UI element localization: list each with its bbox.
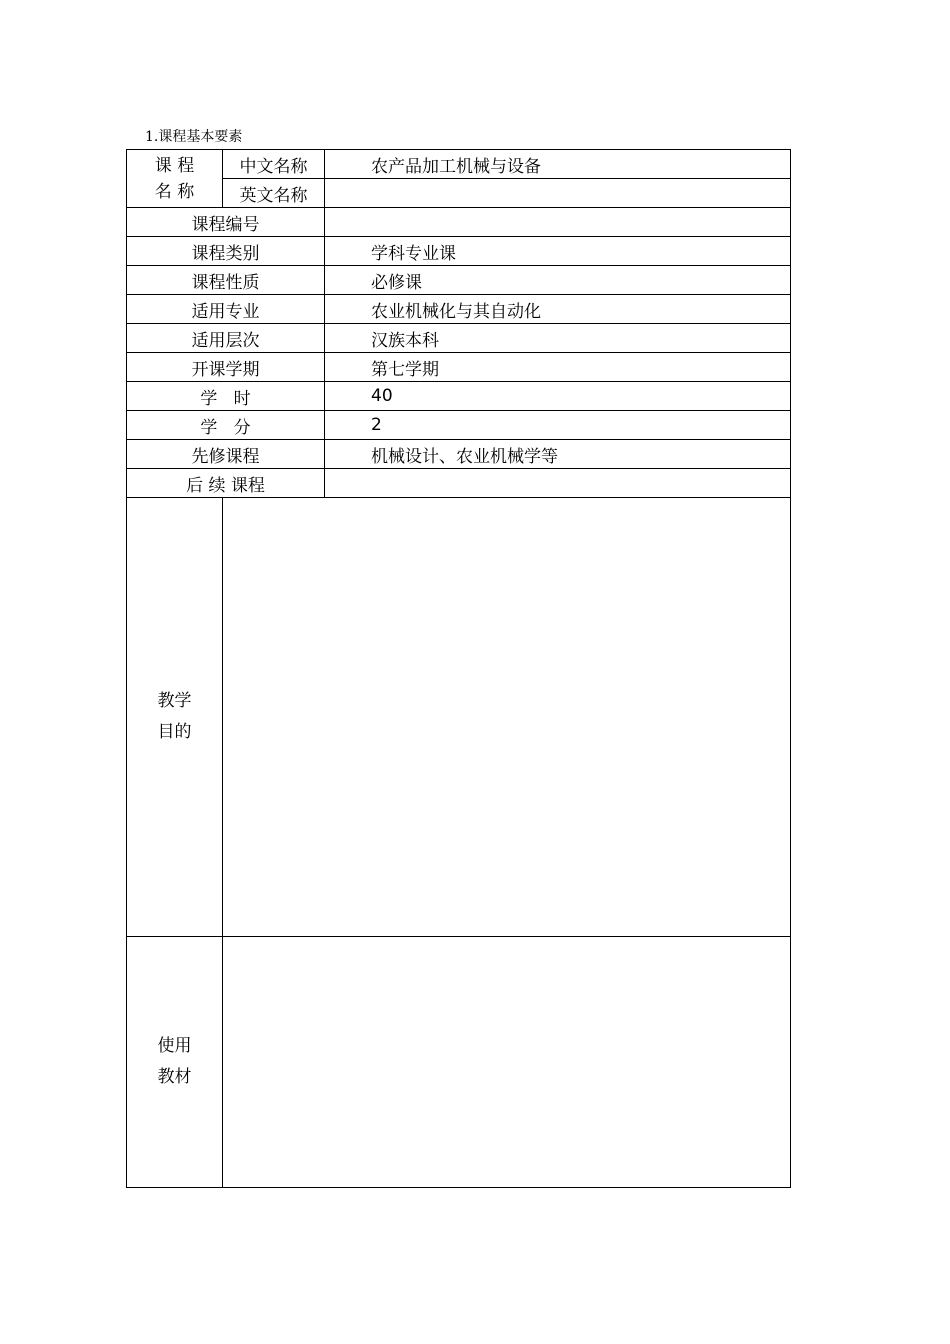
textbook-content <box>223 937 791 1188</box>
table-row-chinese-name <box>127 150 791 179</box>
course-nature-value: 必修课 <box>325 266 791 295</box>
course-code-value <box>325 208 791 237</box>
course-category-value: 学科专业课 <box>325 237 791 266</box>
hours-label: 学 时 <box>127 382 325 411</box>
applicable-level-value: 汉族本科 <box>325 324 791 353</box>
table-row-applicable-major <box>127 295 791 324</box>
course-category-label: 课程类别 <box>127 237 325 266</box>
chinese-name-label: 中文名称 <box>223 150 325 179</box>
table-row-credits <box>127 411 791 440</box>
course-info-table <box>126 149 791 1188</box>
teaching-purpose-content <box>223 498 791 937</box>
prerequisites-value: 机械设计、农业机械学等 <box>325 440 791 469</box>
follow-up-courses-label: 后 续 课程 <box>127 469 325 498</box>
course-code-label: 课程编号 <box>127 208 325 237</box>
table-row-hours <box>127 382 791 411</box>
applicable-level-label: 适用层次 <box>127 324 325 353</box>
applicable-major-value: 农业机械化与其自动化 <box>325 295 791 324</box>
course-nature-label: 课程性质 <box>127 266 325 295</box>
follow-up-courses-value <box>325 469 791 498</box>
textbook-label: 使用 教材 <box>127 937 223 1188</box>
table-row-teaching-purpose <box>127 498 791 937</box>
chinese-name-value: 农产品加工机械与设备 <box>325 150 791 179</box>
applicable-major-label: 适用专业 <box>127 295 325 324</box>
credits-value: 2 <box>325 411 791 440</box>
english-name-label: 英文名称 <box>223 179 325 208</box>
table-row-course-category <box>127 237 791 266</box>
hours-value: 40 <box>325 382 791 411</box>
semester-label: 开课学期 <box>127 353 325 382</box>
semester-value: 第七学期 <box>325 353 791 382</box>
teaching-purpose-label: 教学 目的 <box>127 498 223 937</box>
english-name-value <box>325 179 791 208</box>
section-title: 1.课程基本要素 <box>145 129 243 145</box>
prerequisites-label: 先修课程 <box>127 440 325 469</box>
table-row-course-code <box>127 208 791 237</box>
table-row-english-name <box>127 179 791 208</box>
table-row-course-nature <box>127 266 791 295</box>
table-row-semester <box>127 353 791 382</box>
table-row-applicable-level <box>127 324 791 353</box>
table-row-prerequisites <box>127 440 791 469</box>
table-row-follow-up-courses <box>127 469 791 498</box>
course-name-group-label: 课 程 名 称 <box>127 150 223 208</box>
table-row-textbook <box>127 937 791 1188</box>
credits-label: 学 分 <box>127 411 325 440</box>
